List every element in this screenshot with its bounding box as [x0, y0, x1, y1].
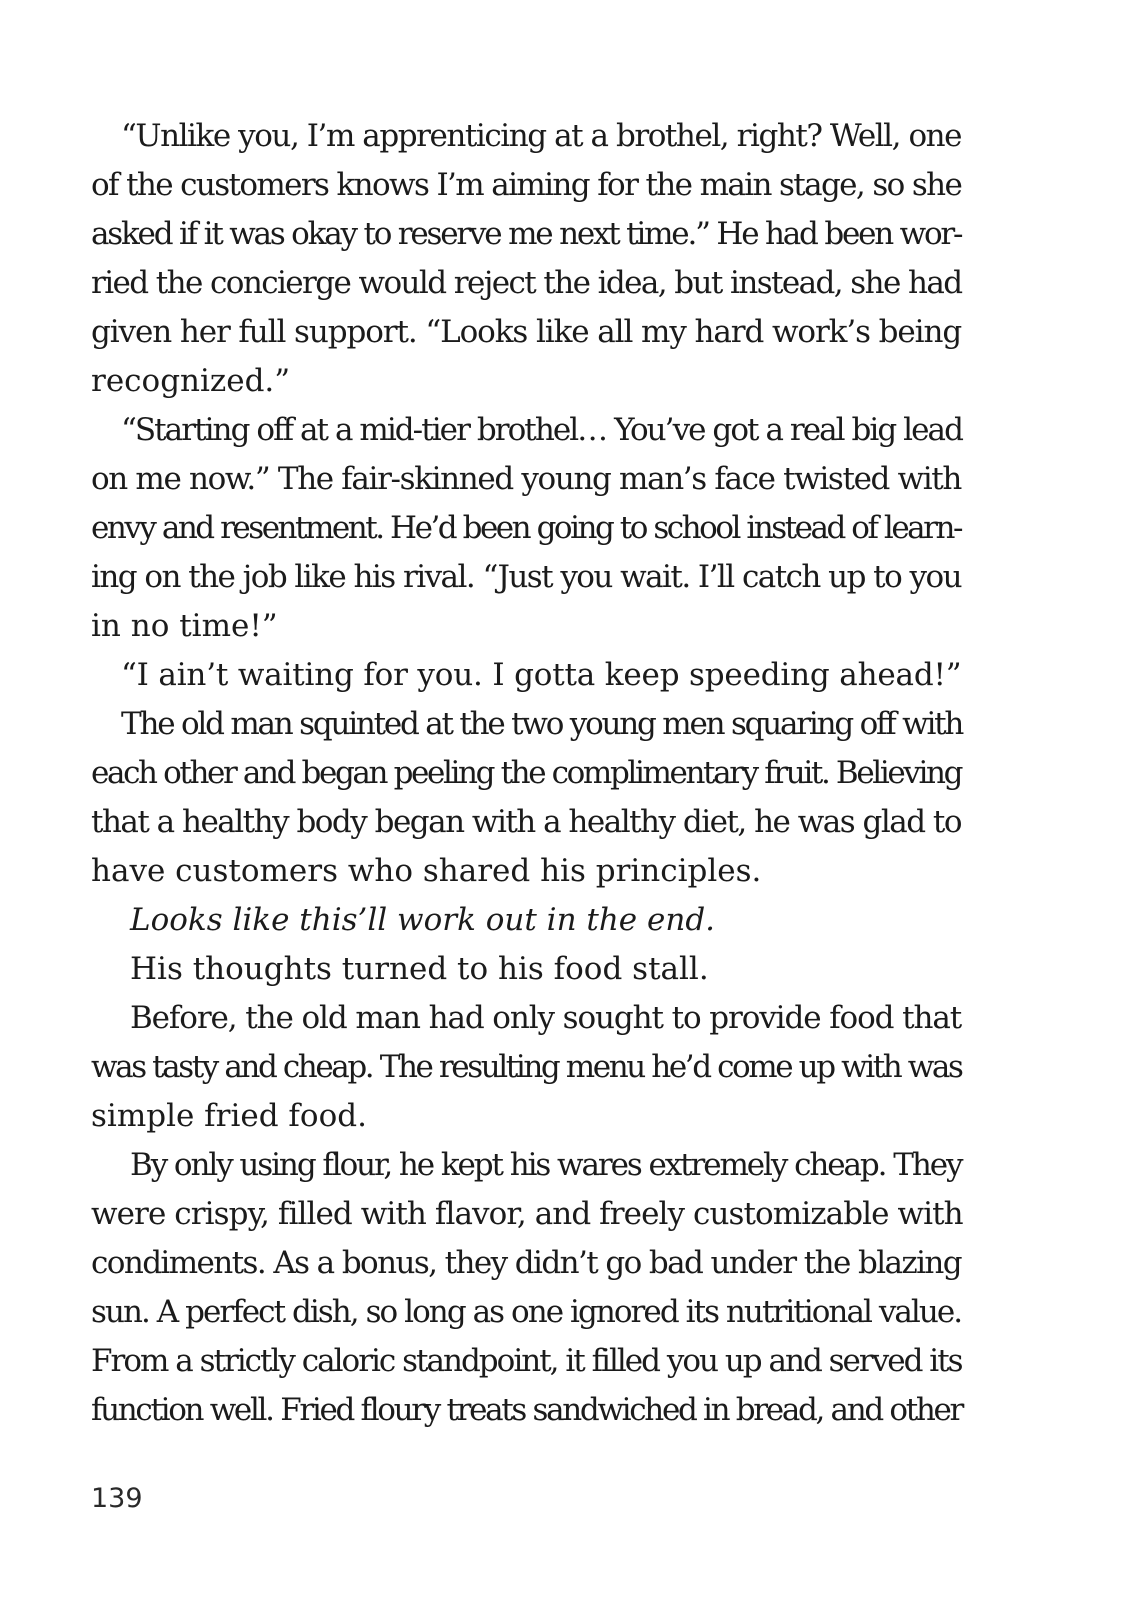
text-line: each other and began peeling the complimentary fruit. Believing [91, 755, 962, 791]
text-line: asked if it was okay to reserve me next time.” He had been wor- [91, 216, 962, 252]
text-line: on me now.” The fair-skinned young man’s face twisted with [91, 461, 961, 497]
text-line: simple fried food. [91, 1098, 367, 1134]
text-line: From a strictly caloric standpoint, it filled you up and served its [91, 1343, 962, 1379]
text-line: of the customers knows I’m aiming for the main stage, so she [91, 167, 962, 203]
text-line: Before, the old man had only sought to provide food that [130, 1000, 962, 1036]
text-line: was tasty and cheap. The resulting menu he’d come up with was [91, 1049, 962, 1085]
text-line: recognized.” [91, 363, 291, 399]
text-line: in no time!” [91, 608, 278, 644]
text-line: “Starting off at a mid-tier brothel… You’ve got a real big lead [121, 412, 962, 448]
text-line: have customers who shared his principles. [91, 853, 762, 889]
text-line: envy and resentment. He’d been going to school instead of learn- [91, 510, 961, 546]
text-line: The old man squinted at the two young men squaring off with [121, 706, 963, 742]
text-line: sun. A perfect dish, so long as one ignored its nutritional value. [91, 1294, 962, 1330]
text-line: that a healthy body began with a healthy diet, he was glad to [91, 804, 961, 840]
text-line: “Unlike you, I’m apprenticing at a brothel, right? Well, one [121, 118, 962, 154]
text-line: His thoughts turned to his food stall. [130, 951, 709, 987]
page-number: 139 [91, 1483, 143, 1514]
text-line: “I ain’t waiting for you. I gotta keep speeding ahead!” [121, 657, 962, 693]
italic-thought-line: Looks like this’ll work out in the end. [130, 902, 716, 938]
text-line: ing on the job like his rival. “Just you wait. I’ll catch up to you [91, 559, 961, 595]
body-text [91, 112, 961, 1435]
text-line: ried the concierge would reject the idea, but instead, she had [91, 265, 962, 301]
text-line: given her full support. “Looks like all my hard work’s being [91, 314, 962, 350]
text-line: condiments. As a bonus, they didn’t go bad under the blazing [91, 1245, 962, 1281]
text-line: were crispy, filled with flavor, and freely customizable with [91, 1196, 963, 1232]
text-line: By only using flour, he kept his wares extremely cheap. They [130, 1147, 962, 1183]
text-line: function well. Fried floury treats sandwiched in bread, and other [91, 1392, 963, 1428]
